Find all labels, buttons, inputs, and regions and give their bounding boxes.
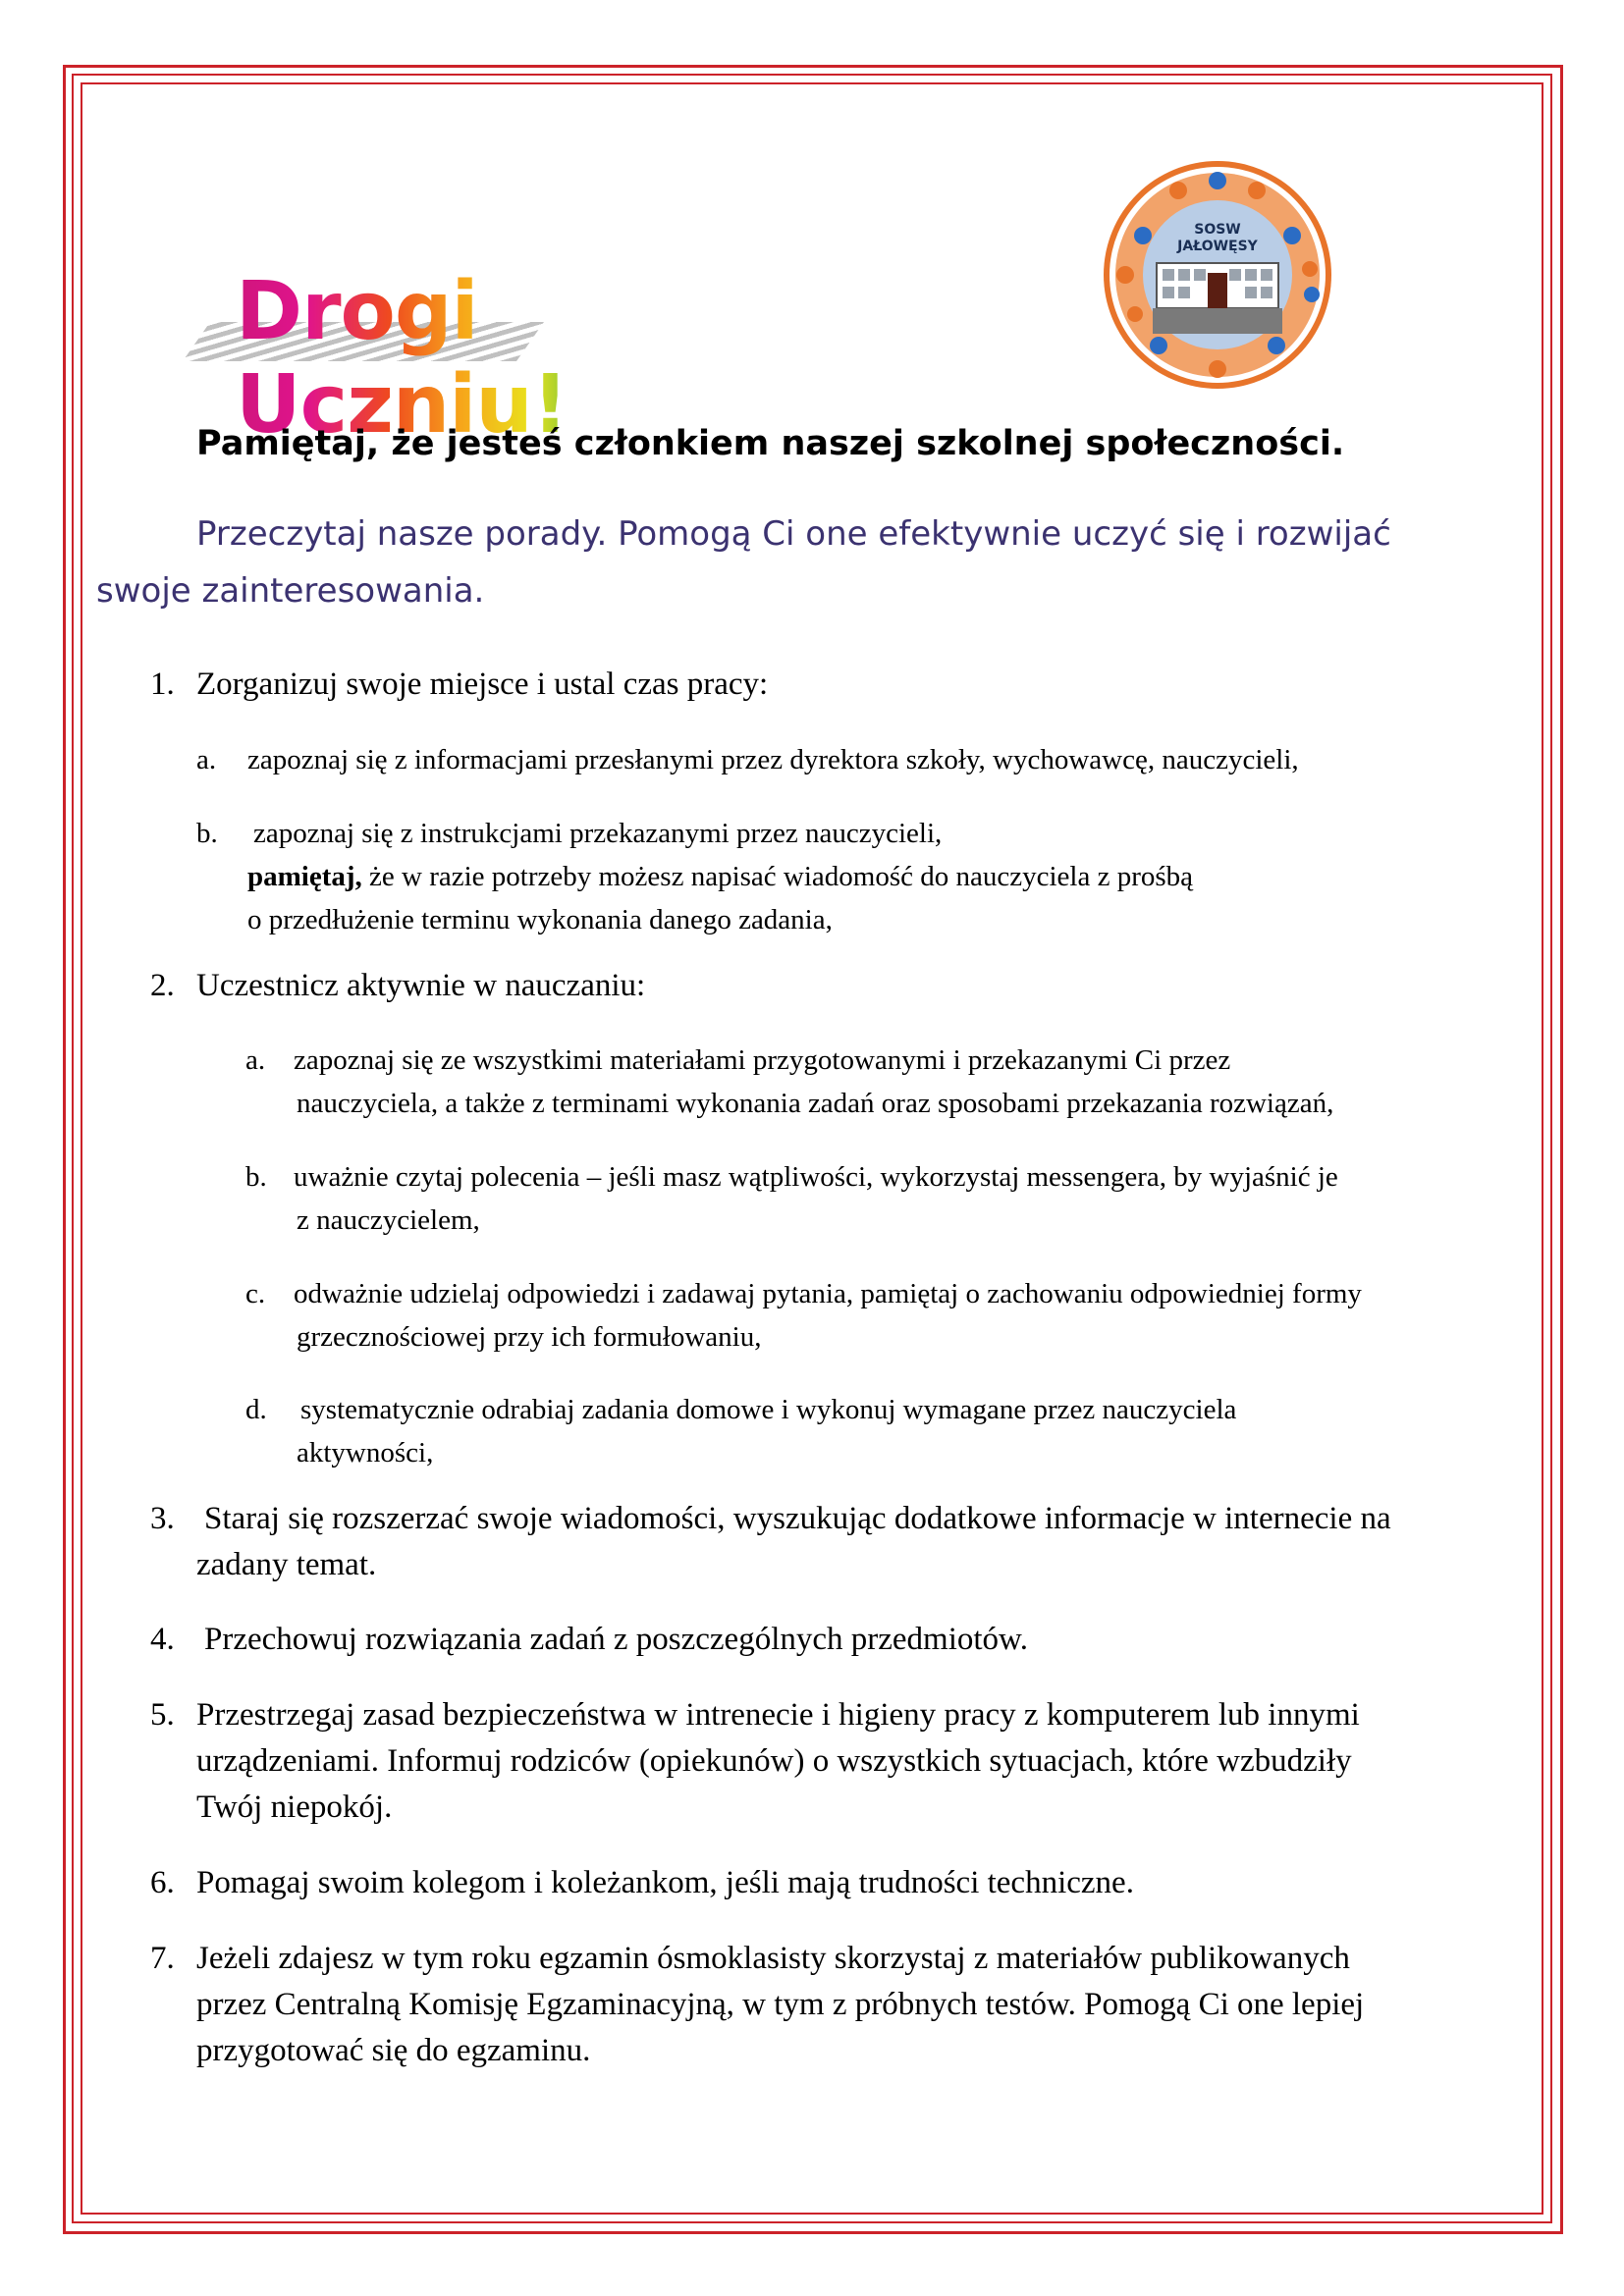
sublist-letter: a.: [196, 744, 217, 775]
sublist-item-text-line2: grzecznościowej przy ich formułowaniu,: [297, 1321, 762, 1353]
list-number: 3.: [150, 1501, 175, 1536]
sublist-letter: c.: [245, 1278, 266, 1309]
emphasis-text: pamiętaj,: [247, 861, 362, 892]
sublist-item-text-line2: aktywności,: [297, 1437, 434, 1468]
list-number: 1.: [150, 667, 175, 702]
sublist-item-text: odważnie udzielaj odpowiedzi i zadawaj pytania, pamiętaj o zachowaniu odpowiedniej formy: [294, 1278, 1362, 1309]
list-item-text: Jeżeli zdajesz w tym roku egzamin ósmoklasisty skorzystaj z materiałów publikowanych: [196, 1941, 1350, 1976]
sublist-item-text-line3: o przedłużenie terminu wykonania danego zadania,: [247, 904, 833, 935]
sublist-letter: d.: [245, 1394, 267, 1425]
school-logo: [1100, 157, 1335, 393]
sublist-letter: b.: [245, 1161, 267, 1193]
list-item-text-line3: Twój niepokój.: [196, 1789, 393, 1825]
list-item-text-line2: zadany temat.: [196, 1547, 377, 1582]
sublist-item-text-line2: [247, 855, 1193, 898]
list-number: 4.: [150, 1622, 175, 1657]
list-number: 5.: [150, 1697, 175, 1733]
sublist-item-text-line2: z nauczycielem,: [297, 1204, 480, 1236]
sublist-item-text: zapoznaj się z instrukcjami przekazanymi przez nauczycieli,: [253, 818, 943, 849]
list-number: 7.: [150, 1941, 175, 1976]
sublist-item-text: uważnie czytaj polecenia – jeśli masz wątpliwości, wykorzystaj messengera, by wyjaśnić je: [294, 1161, 1338, 1193]
title-wordart: [196, 265, 746, 452]
sublist-item-text-rest: że w razie potrzeby możesz napisać wiadomość do nauczyciela z prośbą: [361, 861, 1194, 892]
list-item-text: Zorganizuj swoje miejsce i ustal czas pracy:: [196, 667, 769, 702]
list-item-text: Pomagaj swoim kolegom i koleżankom, jeśli mają trudności techniczne.: [196, 1865, 1134, 1900]
list-number: 2.: [150, 968, 175, 1003]
sublist-letter: b.: [196, 818, 218, 849]
school-building-icon: [1153, 263, 1282, 334]
logo-text-line2: JAŁOWĘSY: [1177, 239, 1258, 254]
intro-paragraph: Przeczytaj nasze porady. Pomogą Ci one efektywnie uczyć się i rozwijać swoje zainteresowania.: [96, 514, 1391, 611]
sublist-item-text: systematycznie odrabiaj zadania domowe i wykonuj wymagane przez nauczyciela: [300, 1394, 1237, 1425]
sublist-item-text: zapoznaj się z informacjami przesłanymi przez dyrektora szkoły, wychowawcę, nauczycieli,: [247, 744, 1299, 775]
sublist-letter: a.: [245, 1044, 266, 1076]
list-item-text-line2: urządzeniami. Informuj rodziców (opiekunów) o wszystkich sytuacjach, które wzbudziły: [196, 1743, 1352, 1779]
page-title: Drogi Uczniu!: [236, 265, 746, 452]
page-heading: Pamiętaj, że jesteś członkiem naszej szkolnej społeczności.: [196, 424, 1345, 463]
list-item-text: Staraj się rozszerzać swoje wiadomości, wyszukując dodatkowe informacje w internecie na: [204, 1501, 1391, 1536]
list-item-text: Uczestnicz aktywnie w nauczaniu:: [196, 968, 646, 1003]
list-item-text-line2: przez Centralną Komisję Egzaminacyjną, w tym z próbnych testów. Pomogą Ci one lepiej: [196, 1987, 1365, 2022]
list-item-text: Przestrzegaj zasad bezpieczeństwa w intrenecie i higieny pracy z komputerem lub innymi: [196, 1697, 1360, 1733]
sublist-item-text-line2: nauczyciela, a także z terminami wykonania zadań oraz sposobami przekazania rozwiązań,: [297, 1088, 1334, 1119]
list-item-text-line3: przygotować się do egzaminu.: [196, 2033, 591, 2068]
list-item-text: Przechowuj rozwiązania zadań z poszczególnych przedmiotów.: [204, 1622, 1028, 1657]
logo-text-line1: SOSW: [1194, 222, 1241, 238]
sublist-item-text: zapoznaj się ze wszystkimi materiałami przygotowanymi i przekazanymi Ci przez: [294, 1044, 1231, 1076]
list-number: 6.: [150, 1865, 175, 1900]
